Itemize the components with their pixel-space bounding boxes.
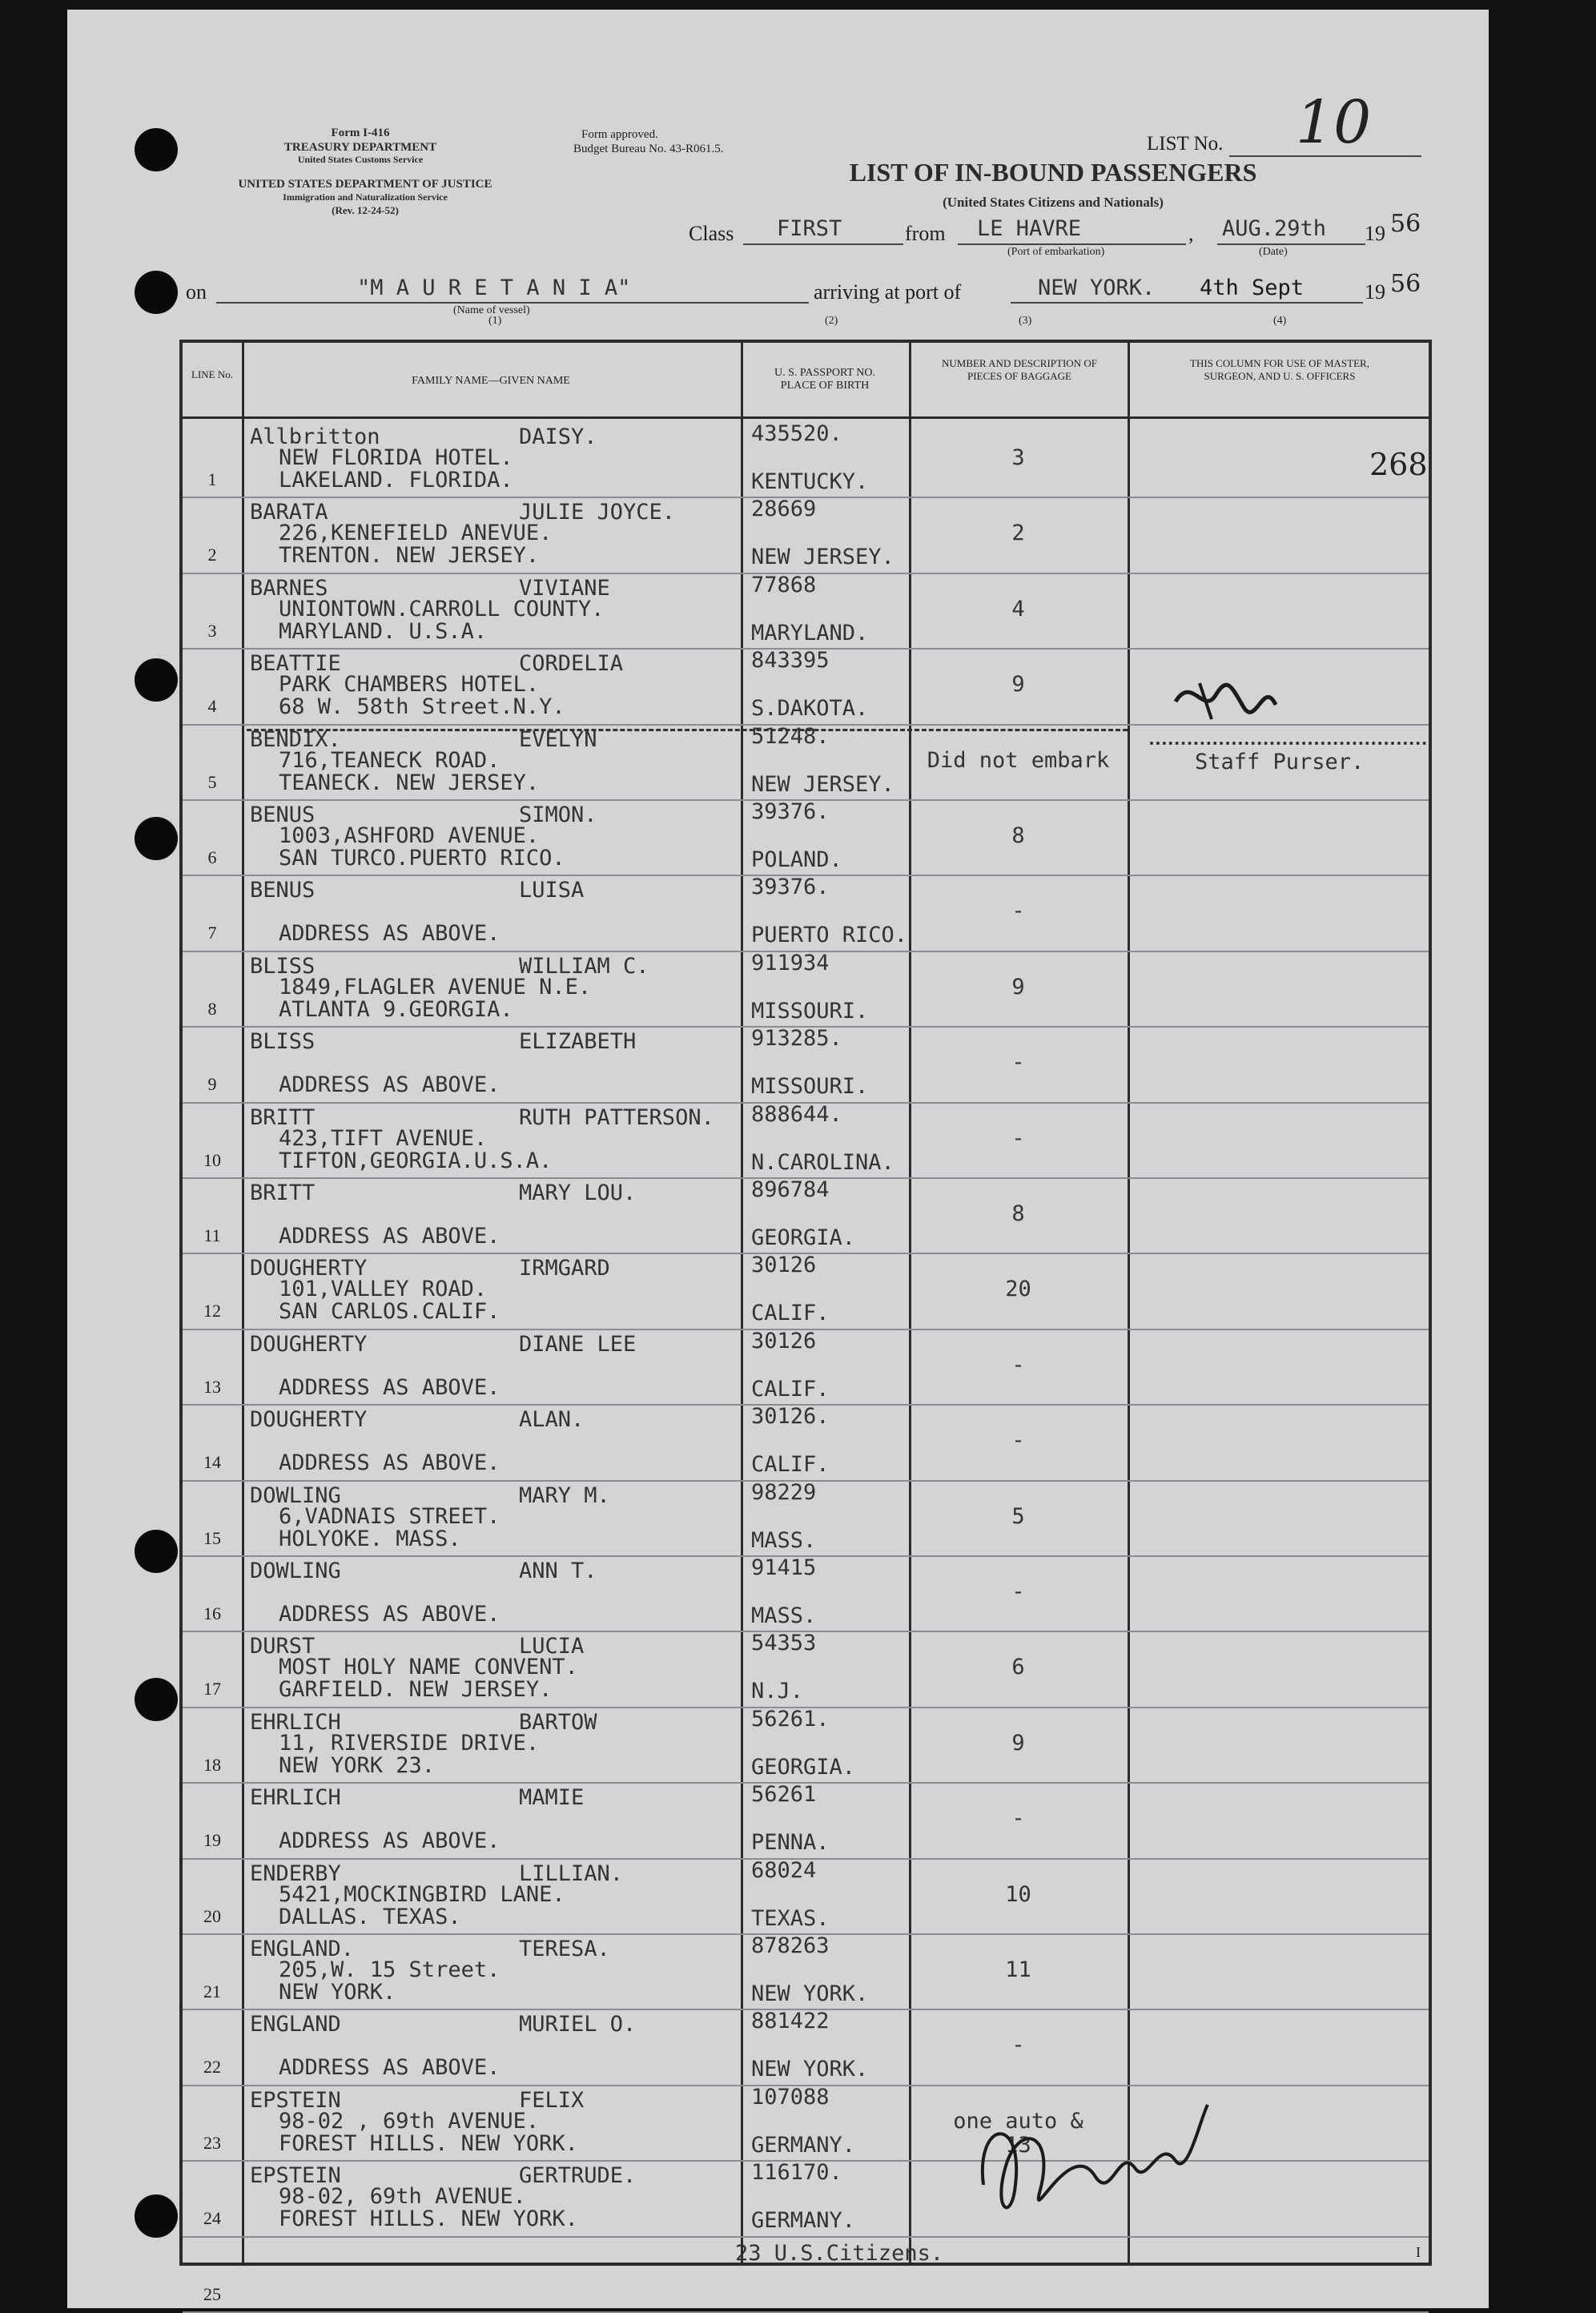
place-of-birth: NEW JERSEY. <box>751 545 894 570</box>
date-caption: (Date) <box>1259 246 1288 258</box>
baggage: 11 <box>1005 1957 1031 1982</box>
place-of-birth: CALIF. <box>751 1301 830 1326</box>
address-line-2: ADDRESS AS ABOVE. <box>279 1374 501 1400</box>
given-name: BARTOW <box>519 1709 597 1735</box>
baggage: - <box>1011 1806 1025 1832</box>
given-name: MARY M. <box>519 1482 610 1508</box>
place-of-birth: PUERTO RICO. <box>751 923 908 948</box>
address-line-2: MARYLAND. U.S.A. <box>279 618 488 644</box>
baggage: - <box>1011 1579 1025 1604</box>
binder-hole <box>135 128 178 171</box>
address-line-2: ADDRESS AS ABOVE. <box>279 1828 501 1854</box>
table-row <box>183 421 1429 498</box>
line-number: 9 <box>207 1074 217 1095</box>
given-name: MURIEL O. <box>519 2012 637 2037</box>
baggage: 9 <box>1011 974 1025 1000</box>
form-number: Form I-416 <box>331 127 390 139</box>
header-rule <box>183 416 1429 419</box>
footer-mark: I <box>1416 2244 1421 2260</box>
passport-number: 435520. <box>751 421 842 446</box>
given-name: DIANE LEE <box>519 1331 637 1357</box>
given-name: ANN T. <box>519 1559 597 1583</box>
given-name: VIVIANE <box>519 575 610 601</box>
address-line-1: 716,TEANECK ROAD. <box>279 747 501 773</box>
place-of-birth: N.CAROLINA. <box>751 1149 894 1175</box>
table-row <box>183 1253 1429 1329</box>
place-of-birth: S.DAKOTA. <box>751 696 869 722</box>
address-line-2: ADDRESS AS ABOVE. <box>279 1602 501 1627</box>
table-row <box>183 799 1429 876</box>
address-line-1: MOST HOLY NAME CONVENT. <box>279 1655 578 1680</box>
binder-hole <box>135 271 178 314</box>
passport-number: 30126 <box>751 1328 817 1354</box>
address-line-2: 68 W. 58th Street.N.Y. <box>279 694 565 720</box>
line-number: 1 <box>207 469 217 489</box>
place-of-birth: MASS. <box>751 1603 817 1628</box>
table-row <box>183 2160 1429 2237</box>
baggage: 9 <box>1011 1730 1025 1756</box>
family-name: BARNES <box>250 575 328 601</box>
col-num-4: (4) <box>1273 315 1287 327</box>
baggage: 3 <box>1011 445 1025 470</box>
given-name: FELIX <box>519 2087 585 2113</box>
place-of-birth: NEW YORK. <box>751 2057 869 2082</box>
table-row <box>183 1404 1429 1481</box>
address-line-1: PARK CHAMBERS HOTEL. <box>279 672 540 698</box>
address-line-1: 98-02 , 69th AVENUE. <box>279 2108 540 2134</box>
place-of-birth: GERMANY. <box>751 2132 856 2158</box>
passport-number: 911934 <box>751 950 830 975</box>
family-name: ENDERBY <box>250 1860 341 1886</box>
place-of-birth: NEW JERSEY. <box>751 771 894 797</box>
address-line-2: LAKELAND. FLORIDA. <box>279 468 513 493</box>
line-number: 19 <box>203 1830 221 1851</box>
baggage: one auto & <box>953 2108 1083 2134</box>
family-name: EPSTEIN <box>250 2087 341 2113</box>
passport-number: 888644. <box>751 1101 842 1127</box>
passport-number: 77868 <box>751 572 817 597</box>
footer-total: 23 U.S.Citizens. <box>735 2241 944 2266</box>
col-header-baggage: NUMBER AND DESCRIPTION OF PIECES OF BAGGAGE <box>942 357 1097 382</box>
passport-number: 116170. <box>751 2160 842 2186</box>
line-number: 23 <box>203 2132 221 2153</box>
address-line-1: 1849,FLAGLER AVENUE N.E. <box>279 974 592 1000</box>
passport-number: 56261 <box>751 1782 817 1808</box>
line-number: 13 <box>203 1376 221 1397</box>
given-name: GERTRUDE. <box>519 2163 637 2189</box>
address-line-2: DALLAS. TEXAS. <box>279 1904 461 1929</box>
customs-service: United States Customs Service <box>297 154 424 165</box>
family-name: EPSTEIN <box>250 2163 341 2189</box>
line-number: 11 <box>203 1225 221 1245</box>
passport-number: 56261. <box>751 1706 830 1732</box>
line-number: 10 <box>203 1149 221 1170</box>
from-label: from <box>905 222 946 245</box>
place-of-birth: NEW YORK. <box>751 1981 869 2006</box>
line-number: 24 <box>203 2208 221 2229</box>
address-line-2: ADDRESS AS ABOVE. <box>279 921 501 947</box>
line-number: 6 <box>207 847 217 867</box>
line-number: 20 <box>203 1905 221 1926</box>
line-number: 21 <box>203 1981 221 2001</box>
baggage-count: 13 <box>1005 2132 1031 2158</box>
line-number: 2 <box>207 545 217 565</box>
family-name: BEATTIE <box>250 651 341 677</box>
table-row <box>183 1329 1429 1406</box>
given-name: CORDELIA <box>519 651 624 677</box>
line-number: 17 <box>203 1679 221 1700</box>
address-line-1: 423,TIFT AVENUE. <box>279 1125 488 1151</box>
address-line-1: NEW FLORIDA HOTEL. <box>279 445 513 470</box>
place-of-birth: MASS. <box>751 1527 817 1553</box>
baggage: 8 <box>1011 823 1025 848</box>
address-line-1: 226,KENEFIELD ANEVUE. <box>279 521 553 546</box>
address-line-1: 6,VADNAIS STREET. <box>279 1503 501 1529</box>
family-name: DURST <box>250 1634 316 1659</box>
address-line-1: 5421,MOCKINGBIRD LANE. <box>279 1881 565 1907</box>
table-row <box>183 1102 1429 1179</box>
passport-number: 843395 <box>751 648 830 674</box>
family-name: DOUGHERTY <box>250 1256 368 1281</box>
address-line-2: SAN TURCO.PUERTO RICO. <box>279 846 565 871</box>
revision: (Rev. 12-24-52) <box>332 204 399 216</box>
table-row <box>183 1555 1429 1632</box>
col-header-line: LINE No. <box>191 368 233 380</box>
col-num-1: (1) <box>488 315 502 327</box>
address-line-2: ATLANTA 9.GEORGIA. <box>279 996 513 1022</box>
family-name: ENGLAND <box>250 2012 341 2037</box>
passport-number: 878263 <box>751 1933 830 1958</box>
table-row <box>183 951 1429 1028</box>
baggage: - <box>1011 1428 1025 1454</box>
baggage: - <box>1011 1050 1025 1076</box>
table-row <box>183 1782 1429 1859</box>
line-number: 16 <box>203 1603 221 1623</box>
place-of-birth: KENTUCKY. <box>751 469 869 494</box>
passport-number: 913285. <box>751 1026 842 1052</box>
date1-underline <box>1217 243 1365 245</box>
baggage: Did not embark <box>927 747 1110 773</box>
from-value: LE HAVRE <box>977 216 1082 241</box>
family-name: BRITT <box>250 1181 316 1205</box>
place-of-birth: PENNA. <box>751 1830 830 1856</box>
vessel-underline <box>216 302 809 304</box>
port-underline <box>1011 302 1363 304</box>
family-name: EHRLICH <box>250 1785 341 1811</box>
baggage: 4 <box>1011 596 1025 621</box>
cancel-line <box>247 729 1128 731</box>
place-of-birth: CALIF. <box>751 1376 830 1402</box>
family-name: BRITT <box>250 1104 316 1130</box>
line-number: 22 <box>203 2057 221 2078</box>
address-line-2: ADDRESS AS ABOVE. <box>279 1072 501 1098</box>
address-line-2: TIFTON,GEORGIA.U.S.A. <box>279 1148 553 1173</box>
family-name: BENUS <box>250 878 316 903</box>
address-line-2: FOREST HILLS. NEW YORK. <box>279 2206 578 2232</box>
baggage: 20 <box>1005 1277 1031 1302</box>
address-line-2: ADDRESS AS ABOVE. <box>279 1224 501 1249</box>
passport-number: 68024 <box>751 1857 817 1883</box>
address-line-2: ADDRESS AS ABOVE. <box>279 2055 501 2081</box>
col-header-name: FAMILY NAME—GIVEN NAME <box>412 375 570 387</box>
table-row <box>183 1480 1429 1557</box>
given-name: LILLIAN. <box>519 1860 624 1886</box>
place-of-birth: MISSOURI. <box>751 998 869 1024</box>
given-name: ELIZABETH <box>519 1029 637 1055</box>
address-line-2: ADDRESS AS ABOVE. <box>279 1450 501 1476</box>
binder-hole <box>135 1678 178 1721</box>
place-of-birth: GEORGIA. <box>751 1225 856 1250</box>
address-line-1: 1003,ASHFORD AVENUE. <box>279 823 540 848</box>
line-number: 4 <box>207 696 217 717</box>
line-number: 8 <box>207 998 217 1019</box>
year-prefix-1: 19 <box>1365 222 1385 245</box>
line-number: 25 <box>203 2283 221 2304</box>
place-of-birth: N.J. <box>751 1679 804 1704</box>
class-underline <box>743 243 903 245</box>
family-name: BLISS <box>250 953 316 979</box>
family-name: BENDIX. <box>250 726 341 752</box>
address-line-2: NEW YORK 23. <box>279 1752 436 1778</box>
inspector-signature <box>967 2089 1224 2249</box>
arrival-port: NEW YORK. <box>1038 276 1156 300</box>
family-name: BARATA <box>250 500 328 525</box>
passport-number: 30126 <box>751 1253 817 1278</box>
line-number: 18 <box>203 1754 221 1775</box>
table-row <box>183 1177 1429 1254</box>
place-of-birth: MARYLAND. <box>751 620 869 646</box>
officer-note: Staff Purser. <box>1195 750 1365 774</box>
place-of-birth: CALIF. <box>751 1452 830 1478</box>
place-of-birth: MISSOURI. <box>751 1074 869 1100</box>
vessel-caption: (Name of vessel) <box>453 304 530 316</box>
address-line-2: HOLYOKE. MASS. <box>279 1526 461 1551</box>
arriving-label: arriving at port of <box>814 280 962 304</box>
family-name: ENGLAND. <box>250 1937 355 1961</box>
baggage: 6 <box>1011 1655 1025 1680</box>
address-line-2: SAN CARLOS.CALIF. <box>279 1299 501 1325</box>
passport-number: 39376. <box>751 875 830 900</box>
table-row <box>183 1858 1429 1935</box>
family-name: DOWLING <box>250 1482 341 1508</box>
baggage: 9 <box>1011 672 1025 698</box>
budget-bureau: Budget Bureau No. 43-R061.5. <box>573 143 724 155</box>
page-number: 268 <box>1369 447 1428 482</box>
table-row <box>183 2085 1429 2162</box>
address-line-1: 11, RIVERSIDE DRIVE. <box>279 1730 540 1756</box>
line-number: 15 <box>203 1527 221 1548</box>
col-num-3: (3) <box>1019 315 1032 327</box>
given-name: SIMON. <box>519 803 597 827</box>
col-num-2: (2) <box>825 315 838 327</box>
given-name: LUCIA <box>519 1634 585 1659</box>
baggage: - <box>1011 1352 1025 1378</box>
table-row <box>183 875 1429 951</box>
ins-service: Immigration and Naturalization Service <box>283 191 448 203</box>
from-underline <box>958 243 1186 245</box>
document-title: LIST OF IN-BOUND PASSENGERS <box>849 158 1257 187</box>
address-line-1: 98-02, 69th AVENUE. <box>279 2184 526 2210</box>
passport-number: 91415 <box>751 1555 817 1580</box>
officer-dotted-line <box>1150 742 1426 745</box>
treasury-dept: TREASURY DEPARTMENT <box>283 141 437 154</box>
passport-number: 896784 <box>751 1177 830 1202</box>
given-name: IRMGARD <box>519 1256 610 1281</box>
given-name: ALAN. <box>519 1407 585 1433</box>
col-header-officers: THIS COLUMN FOR USE OF MASTER, SURGEON, AND U. S. OFFICERS <box>1190 357 1369 382</box>
table-row <box>183 2009 1429 2086</box>
line-number: 3 <box>207 620 217 641</box>
line-number: 7 <box>207 923 217 943</box>
year2: 56 <box>1390 270 1421 298</box>
address-line-2: TEANECK. NEW JERSEY. <box>279 770 540 795</box>
binder-hole <box>135 1530 178 1573</box>
address-line-2: FOREST HILLS. NEW YORK. <box>279 2130 578 2156</box>
passport-number: 28669 <box>751 497 817 522</box>
date1-value: AUG.29th <box>1222 216 1327 241</box>
passport-number: 39376. <box>751 799 830 824</box>
address-line-2: GARFIELD. NEW JERSEY. <box>279 1677 553 1703</box>
table-row <box>183 1933 1429 2010</box>
place-of-birth: POLAND. <box>751 847 842 872</box>
address-line-1: 101,VALLEY ROAD. <box>279 1277 488 1302</box>
family-name: BENUS <box>250 803 316 827</box>
table-row <box>183 1026 1429 1103</box>
given-name: EVELYN <box>519 726 597 752</box>
baggage: 10 <box>1005 1881 1031 1907</box>
baggage: - <box>1011 1125 1025 1151</box>
passport-number: 107088 <box>751 2084 830 2110</box>
address-line-2: TRENTON. NEW JERSEY. <box>279 543 540 569</box>
form-approved: Form approved. <box>581 128 658 141</box>
year1: 56 <box>1390 210 1421 238</box>
binder-hole <box>135 2194 178 2238</box>
given-name: LUISA <box>519 878 585 903</box>
place-of-birth: GEORGIA. <box>751 1754 856 1780</box>
binder-hole <box>135 817 178 860</box>
document-subtitle: (United States Citizens and Nationals) <box>943 195 1164 210</box>
family-name: DOWLING <box>250 1559 341 1583</box>
list-no-label: LIST No. <box>1147 133 1224 155</box>
table-row <box>183 1707 1429 1784</box>
given-name: MARY LOU. <box>519 1181 637 1205</box>
comma: , <box>1188 222 1194 245</box>
passport-number: 98229 <box>751 1479 817 1505</box>
family-name: DOUGHERTY <box>250 1407 368 1433</box>
officer-signature <box>1168 671 1288 727</box>
family-name: BLISS <box>250 1029 316 1055</box>
address-line-2: NEW YORK. <box>279 1980 396 2005</box>
class-value: FIRST <box>777 216 842 241</box>
line-number: 12 <box>203 1301 221 1321</box>
col-header-passport: U. S. PASSPORT NO. PLACE OF BIRTH <box>774 367 875 392</box>
baggage: - <box>1011 899 1025 924</box>
port-embark-caption: (Port of embarkation) <box>1007 246 1105 258</box>
class-label: Class <box>689 222 734 245</box>
list-number: 10 <box>1296 88 1372 157</box>
place-of-birth: TEXAS. <box>751 1905 830 1931</box>
arrival-date: 4th Sept <box>1200 276 1305 300</box>
baggage: 8 <box>1011 1201 1025 1226</box>
given-name: WILLIAM C. <box>519 953 649 979</box>
given-name: MAMIE <box>519 1785 585 1811</box>
passport-number: 54353 <box>751 1631 817 1656</box>
given-name: TERESA. <box>519 1937 610 1961</box>
table-row <box>183 573 1429 650</box>
baggage: - <box>1011 2033 1025 2058</box>
line-number: 14 <box>203 1452 221 1473</box>
on-label: on <box>186 280 207 304</box>
passenger-table <box>179 340 1432 2304</box>
passport-number: 881422 <box>751 2009 830 2034</box>
passport-number: 30126. <box>751 1404 830 1430</box>
binder-hole <box>135 658 178 702</box>
given-name: RUTH PATTERSON. <box>519 1104 714 1130</box>
baggage: 5 <box>1011 1503 1025 1529</box>
justice-dept: UNITED STATES DEPARTMENT OF JUSTICE <box>238 178 492 191</box>
table-row <box>183 1631 1429 1708</box>
year-prefix-2: 19 <box>1365 280 1385 304</box>
family-name: DOUGHERTY <box>250 1331 368 1357</box>
family-name: EHRLICH <box>250 1709 341 1735</box>
passport-number: 51248. <box>751 723 830 749</box>
place-of-birth: GERMANY. <box>751 2208 856 2234</box>
vessel-name: "M A U R E T A N I A" <box>357 276 631 300</box>
given-name: DAISY. <box>519 424 597 449</box>
address-line-1: 205,W. 15 Street. <box>279 1957 501 1982</box>
table-row <box>183 497 1429 573</box>
family-name: Allbritton <box>250 424 380 449</box>
given-name: JULIE JOYCE. <box>519 500 676 525</box>
baggage: 2 <box>1011 521 1025 546</box>
address-line-1: UNIONTOWN.CARROLL COUNTY. <box>279 596 605 621</box>
line-number: 5 <box>207 771 217 792</box>
